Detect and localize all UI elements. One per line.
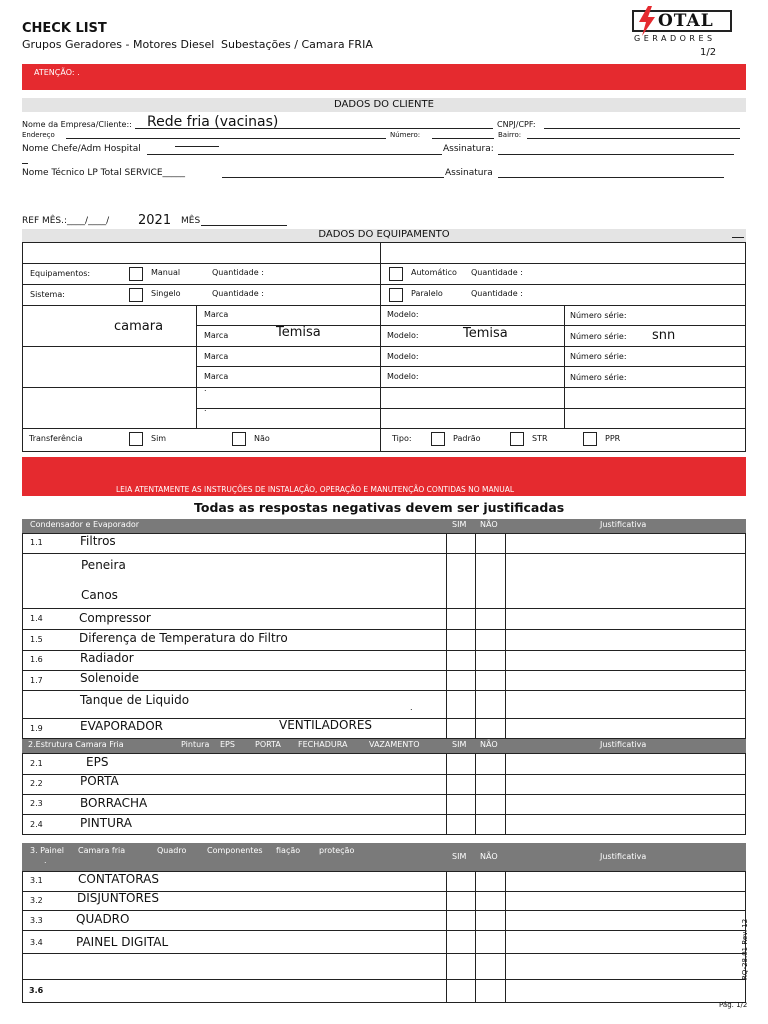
checklist-number: 3.1	[30, 876, 43, 885]
section2-title: 2.Estrutura Camara Fria	[28, 740, 124, 749]
month-field[interactable]	[201, 225, 287, 226]
checklist-number: 2.2	[30, 779, 43, 788]
checklist-number: 3.3	[30, 916, 43, 925]
s1-col-line	[505, 533, 506, 739]
brand-label: Marca	[204, 372, 229, 381]
checklist-number: 1.4	[30, 614, 43, 623]
checklist-item: PORTA	[80, 774, 119, 788]
district-field[interactable]	[527, 138, 740, 139]
cnpj-label: CNPJ/CPF:	[497, 120, 536, 129]
checklist-number: 2.3	[30, 799, 43, 808]
eq-col-line	[564, 305, 565, 428]
equipment-section-header	[22, 229, 746, 242]
model-label: Modelo:	[387, 372, 419, 381]
model-value[interactable]: Temisa	[463, 326, 508, 341]
s3-row-line	[22, 910, 746, 911]
chief-mark	[175, 146, 219, 147]
manual-checkbox[interactable]	[129, 267, 143, 281]
section3-header	[22, 843, 746, 871]
dot-mark: .	[410, 703, 413, 712]
brand-value[interactable]: Temisa	[276, 325, 321, 340]
negative-answers-notice: Todas as respostas negativas devem ser justificadas	[194, 500, 565, 515]
dot-mark: .	[44, 856, 47, 865]
s1-row-line	[22, 608, 746, 609]
s1-row-line	[22, 629, 746, 630]
serial-label: Número série:	[570, 352, 627, 361]
auto-checkbox[interactable]	[389, 267, 403, 281]
checklist-item: Peneira	[81, 558, 126, 572]
section2-nao: NÃO	[480, 740, 498, 749]
checklist-item: EVAPORADOR	[80, 719, 163, 733]
single-qty-label: Quantidade :	[212, 289, 264, 298]
logo-brand: OTAL	[658, 11, 714, 31]
tech-field[interactable]	[222, 177, 444, 178]
s1-col-line	[446, 533, 447, 739]
section2-tag: Pintura	[181, 740, 210, 749]
tech-label: Nome Técnico LP Total SERVICE_____	[22, 168, 186, 178]
section3-just: Justificativa	[600, 852, 647, 861]
manual-qty-label: Quantidade :	[212, 268, 264, 277]
dot-mark: .	[204, 384, 207, 393]
checklist-item: Compressor	[79, 611, 151, 625]
ppr-label: PPR	[605, 434, 621, 443]
address-field[interactable]	[66, 138, 386, 139]
logo-sub: GERADORES	[634, 34, 716, 43]
section2-header	[22, 739, 746, 753]
checklist-item: PAINEL DIGITAL	[76, 935, 169, 949]
transfer-yes-checkbox[interactable]	[129, 432, 143, 446]
ref-year[interactable]: 2021	[138, 213, 172, 228]
standard-label: Padrão	[453, 434, 481, 443]
serial-label: Número série:	[570, 373, 627, 382]
company-value[interactable]: Rede fria (vacinas)	[147, 114, 279, 130]
attention-label: ATENÇÃO: .	[34, 68, 80, 77]
address-label: Endereço	[22, 131, 55, 139]
eq-row-line	[22, 305, 746, 306]
chief-field[interactable]	[147, 154, 442, 155]
checklist-number: 1.7	[30, 676, 43, 685]
page-indicator: 1/2	[700, 47, 717, 58]
checklist-item: DISJUNTORES	[77, 891, 160, 905]
section2-tag: FECHADURA	[298, 740, 348, 749]
page-title: CHECK LIST	[22, 21, 107, 36]
eq-col-line	[380, 263, 381, 305]
eq-row-line	[22, 263, 746, 264]
eq-col-line	[380, 242, 381, 263]
eq-col-line	[380, 428, 381, 452]
checklist-number: 1.1	[30, 538, 43, 547]
checklist-item: Tanque de Liquido	[80, 693, 190, 707]
serial-label: Número série:	[570, 311, 627, 320]
lightning-icon	[636, 6, 658, 36]
signature2-label: Assinatura	[445, 168, 493, 178]
s3-row-line	[22, 930, 746, 931]
single-label: Singelo	[151, 289, 181, 298]
company-logo	[632, 10, 736, 44]
eq-row-line	[196, 366, 746, 367]
checklist-number: 1.5	[30, 635, 43, 644]
s1-row-line	[22, 690, 746, 691]
eq-row-line	[22, 346, 746, 347]
brand-label: Marca	[204, 352, 229, 361]
section3-tag: fiação	[276, 846, 301, 855]
section3-title: 3. Painel	[30, 846, 64, 855]
section1-nao: NÃO	[480, 520, 498, 529]
checklist-item: PINTURA	[80, 816, 132, 830]
checklist-item: Filtros	[80, 534, 116, 548]
checklist-number: 3.2	[30, 896, 43, 905]
signature-label: Assinatura:	[443, 144, 494, 154]
checklist-number: 2.4	[30, 820, 43, 829]
s2-row-line	[22, 814, 746, 815]
eq-row-line	[22, 428, 746, 429]
equipment-section-title: DADOS DO EQUIPAMENTO	[318, 229, 450, 240]
number-field[interactable]	[432, 138, 494, 139]
brand-label: Marca	[204, 310, 229, 319]
transfer-label: Transferência	[29, 434, 83, 443]
checklist-number: 3.4	[30, 938, 43, 947]
ref-label: REF MÊS.:____/____/	[22, 216, 110, 226]
checklist-item: BORRACHA	[80, 796, 148, 810]
section3-tag: proteção	[319, 846, 355, 855]
section1-sim: SIM	[452, 520, 467, 529]
eq-row-line	[22, 284, 746, 285]
instructions-text: LEIA ATENTAMENTE AS INSTRUÇÕES DE INSTALAÇÃO, OPERAÇÃO E MANUTENÇÃO CONTIDAS NO MANUAL	[116, 485, 515, 494]
transfer-no-checkbox[interactable]	[232, 432, 246, 446]
month-label: MÊS	[181, 216, 201, 226]
model-label: Modelo:	[387, 310, 419, 319]
checklist-number: 3.6	[29, 986, 44, 995]
checklist-item: Solenoide	[80, 671, 139, 685]
section2-tag: PORTA	[255, 740, 281, 749]
str-label: STR	[532, 434, 548, 443]
parallel-qty-label: Quantidade :	[471, 289, 523, 298]
page-footer: Pág. 1/2	[719, 1001, 748, 1009]
section3-sim: SIM	[452, 852, 467, 861]
checklist-item: CONTATORAS	[78, 872, 159, 886]
eq-row-line	[22, 387, 746, 388]
instructions-banner	[22, 457, 746, 496]
s3-row-line	[22, 979, 746, 980]
equip-label: Equipamentos:	[30, 269, 91, 278]
single-checkbox[interactable]	[129, 288, 143, 302]
s1-row-line	[22, 553, 746, 554]
checklist-number: 2.1	[30, 759, 43, 768]
manual-label: Manual	[151, 268, 181, 277]
attention-bar	[22, 64, 746, 90]
section3-nao: NÃO	[480, 852, 498, 861]
section2-sim: SIM	[452, 740, 467, 749]
unit-name[interactable]: camara	[114, 319, 164, 334]
checklist-number: 1.9	[30, 724, 43, 733]
brand-label: Marca	[204, 331, 229, 340]
str-checkbox[interactable]	[510, 432, 524, 446]
checklist-item: Radiador	[80, 651, 134, 665]
company-label: Nome da Empresa/Cliente::	[22, 120, 132, 129]
section3-tag: Quadro	[157, 846, 187, 855]
serial-value[interactable]: snn	[652, 328, 676, 343]
checklist-number: 1.6	[30, 655, 43, 664]
section1-header	[22, 519, 746, 533]
number-label: Número:	[390, 131, 421, 139]
s2-row-line	[22, 794, 746, 795]
signature2-field[interactable]	[498, 177, 724, 178]
district-label: Bairro:	[498, 131, 522, 139]
transfer-no-label: Não	[254, 434, 270, 443]
revision-code: RQ-28.01 Rev. 12	[741, 918, 749, 980]
eq-col-line	[380, 305, 381, 428]
section2-just: Justificativa	[600, 740, 647, 749]
type-label: Tipo:	[392, 434, 412, 443]
auto-label: Automático	[411, 268, 457, 277]
checklist-item: Diferença de Temperatura do Filtro	[79, 631, 288, 645]
cnpj-field[interactable]	[544, 128, 740, 129]
serial-label: Número série:	[570, 332, 627, 341]
s1-col-line	[475, 533, 476, 739]
client-section-header	[22, 98, 746, 112]
subtitle: Grupos Geradores - Motores Diesel	[22, 38, 215, 51]
s3-row-line	[22, 953, 746, 954]
client-section-title: DADOS DO CLIENTE	[334, 99, 434, 110]
subtitle-2: Subestações / Camara FRIA	[221, 38, 373, 51]
ppr-checkbox[interactable]	[583, 432, 597, 446]
checklist-item: EPS	[86, 755, 109, 769]
s2-row-line	[22, 774, 746, 775]
auto-qty-label: Quantidade :	[471, 268, 523, 277]
dot-mark: .	[204, 404, 207, 413]
section2-tag: EPS	[220, 740, 235, 749]
model-label: Modelo:	[387, 331, 419, 340]
tech-mark	[22, 163, 28, 164]
standard-checkbox[interactable]	[431, 432, 445, 446]
section3-tag: Componentes	[207, 846, 263, 855]
signature-field[interactable]	[498, 154, 734, 155]
transfer-yes-label: Sim	[151, 434, 167, 443]
eq-row-line	[196, 408, 746, 409]
checklist-extra: VENTILADORES	[279, 718, 373, 732]
checklist-item: Canos	[81, 588, 118, 602]
system-label: Sistema:	[30, 290, 65, 299]
chief-label: Nome Chefe/Adm Hospital	[22, 144, 141, 154]
model-label: Modelo:	[387, 352, 419, 361]
checklist-item: QUADRO	[76, 912, 130, 926]
section2-tag: VAZAMENTO	[369, 740, 420, 749]
eq-col-line	[196, 305, 197, 428]
section1-just: Justificativa	[600, 520, 647, 529]
section1-title: Condensador e Evaporador	[30, 520, 140, 529]
section3-tag: Camara fria	[78, 846, 126, 855]
parallel-label: Paralelo	[411, 289, 443, 298]
equipment-mark	[732, 237, 744, 238]
parallel-checkbox[interactable]	[389, 288, 403, 302]
